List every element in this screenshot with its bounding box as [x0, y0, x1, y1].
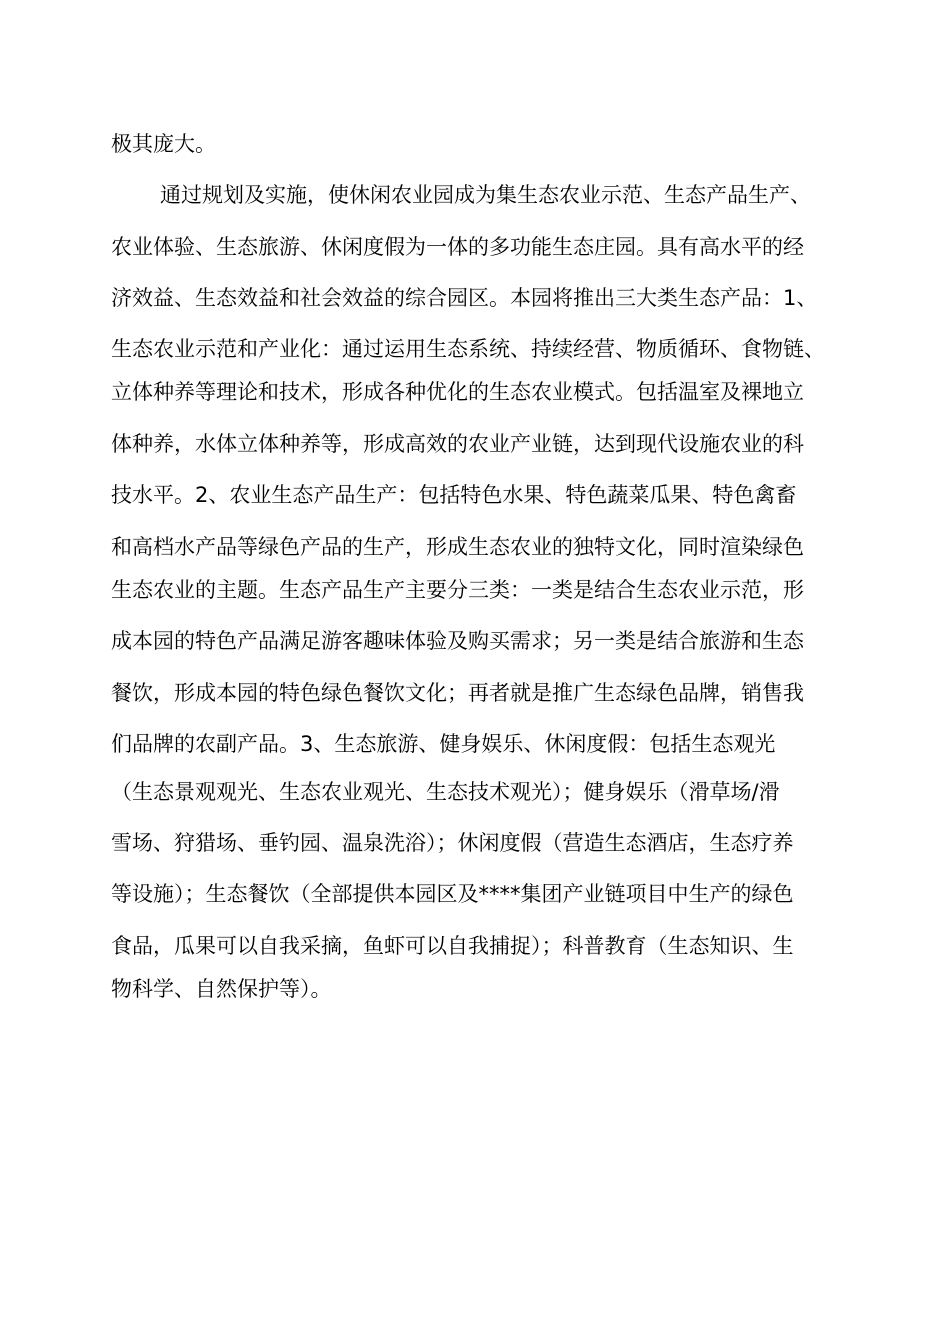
- paragraph-line: 雪场、狩猎场、垂钓园、温泉洗浴）；休闲度假（营造生态酒店，生态疗养: [111, 831, 794, 855]
- paragraph-line: 立体种养等理论和技术，形成各种优化的生态农业模式。包括温室及裸地立: [111, 380, 804, 404]
- paragraph-line: 济效益、生态效益和社会效益的综合园区。本园将推出三大类生态产品：1、: [111, 286, 818, 310]
- paragraph-line: 等设施）；生态餐饮（全部提供本园区及****集团产业链项目中生产的绿色: [111, 882, 794, 906]
- paragraph-line: 生态农业示范和产业化：通过运用生态系统、持续经营、物质循环、食物链、: [111, 337, 825, 361]
- paragraph-line: 技水平。2、农业生态产品生产：包括特色水果、特色蔬菜瓜果、特色禽畜: [111, 483, 797, 507]
- paragraph-line: 通过规划及实施，使休闲农业园成为集生态农业示范、生态产品生产、: [160, 183, 811, 207]
- paragraph-line: 们品牌的农副产品。3、生态旅游、健身娱乐、休闲度假：包括生态观光: [111, 732, 776, 756]
- paragraph-line: 食品，瓜果可以自我采摘，鱼虾可以自我捕捉）；科普教育（生态知识、生: [111, 934, 794, 958]
- paragraph-line: 农业体验、生态旅游、休闲度假为一体的多功能生态庄园。具有高水平的经: [111, 235, 804, 259]
- paragraph-line: 体种养，水体立体种养等，形成高效的农业产业链，达到现代设施农业的科: [111, 432, 804, 456]
- paragraph-line: 物科学、自然保护等）。: [111, 977, 332, 1001]
- paragraph-line: 和高档水产品等绿色产品的生产，形成生态农业的独特文化，同时渲染绿色: [111, 535, 804, 559]
- paragraph-line: 餐饮，形成本园的特色绿色餐饮文化；再者就是推广生态绿色品牌，销售我: [111, 681, 804, 705]
- paragraph-line: 成本园的特色产品满足游客趣味体验及购买需求；另一类是结合旅游和生态: [111, 629, 804, 653]
- paragraph-line: 生态农业的主题。生态产品生产主要分三类：一类是结合生态农业示范，形: [111, 578, 804, 602]
- paragraph-line: 极其庞大。: [111, 132, 216, 156]
- paragraph-line: （生态景观观光、生态农业观光、生态技术观光）；健身娱乐（滑草场/滑: [111, 780, 780, 804]
